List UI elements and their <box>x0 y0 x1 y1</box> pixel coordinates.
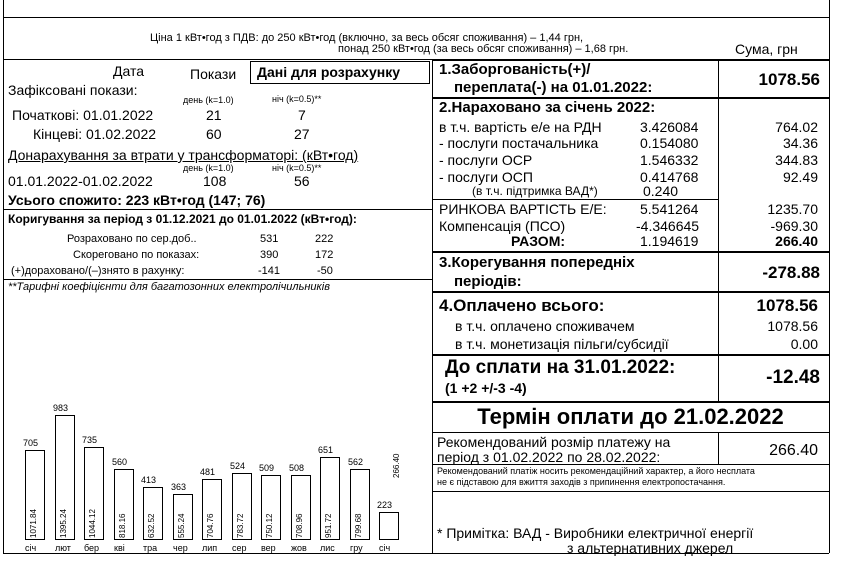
period-night-label: ніч (k=0.5)** <box>272 163 322 173</box>
chart-category-label: січ <box>379 543 391 553</box>
correction-row-2-day: -141 <box>258 265 281 277</box>
chart-bar-amount: 632.52 <box>147 513 156 538</box>
total-consumed: Усього спожито: 223 кВт•год (147; 76) <box>8 192 266 208</box>
s2-label: 2.Нараховано за січень 2022: <box>439 99 656 116</box>
rec-note-1: Рекомендований платіж носить рекомендаційний характер, а його несплата <box>437 466 755 476</box>
chart-bar-amount: 1071.84 <box>29 509 38 538</box>
s2-row-2-value: 344.83 <box>775 152 818 168</box>
rec-note-bottom <box>432 491 829 492</box>
period-night: 56 <box>294 173 310 189</box>
chart-bar-amount: 266.40 <box>392 453 401 478</box>
s4-bottom <box>432 354 829 356</box>
chart-bar-value: 705 <box>23 438 39 448</box>
s2-row-0-value: 764.02 <box>775 119 818 135</box>
chart-bar-value: 560 <box>112 457 128 467</box>
rec-divider <box>718 432 719 464</box>
period-day: 108 <box>203 173 227 189</box>
market-label: РИНКОВА ВАРТІСТЬ Е/Е: <box>439 201 607 217</box>
correction-row-0-day: 531 <box>260 233 279 245</box>
chart-category-label: лип <box>202 543 218 553</box>
chart-category-label: чер <box>173 543 188 553</box>
comp-label: Компенсація (ПСО) <box>439 218 566 234</box>
right-col-sum-divider <box>718 59 719 401</box>
market-value: 1235.70 <box>767 201 818 217</box>
right-col-left-border <box>432 59 433 553</box>
chart-category-label: сер <box>232 543 247 553</box>
chart-bar-amount: 818.16 <box>118 513 127 538</box>
chart-bar-amount: 708.96 <box>295 513 304 538</box>
chart-bar-value: 509 <box>259 463 275 473</box>
due-value: -12.48 <box>766 367 820 388</box>
chart-bar-amount: 555.24 <box>177 513 186 538</box>
vad-label: (в т.ч. підтримка ВАД*) <box>472 184 598 198</box>
vad-rate: 0.240 <box>643 183 679 199</box>
chart-bar-amount: 704.76 <box>206 513 215 538</box>
chart-category-label: вер <box>261 543 276 553</box>
chart-bar-value: 651 <box>318 445 334 455</box>
correction-row-0-label: Розраховано по сер.доб.. <box>67 233 197 245</box>
comp-rate: -4.346645 <box>636 218 700 234</box>
chart-category-label: бер <box>84 543 100 553</box>
s4-label: 4.Оплачено всього: <box>439 296 605 315</box>
s2-row-0-rate: 3.426084 <box>640 119 699 135</box>
chart-category-label: тра <box>143 543 158 553</box>
s3-value: -278.88 <box>762 263 820 282</box>
s4-sub2-label: в т.ч. монетизація пільги/субсидії <box>455 336 669 352</box>
correction-row-0-night: 222 <box>315 233 334 245</box>
correction-row-2-label: (+)дораховано/(–)знято в рахунку: <box>11 265 185 277</box>
rec-label-2: період з 01.02.2022 по 28.02.2022: <box>437 449 661 465</box>
final-night: 27 <box>294 126 310 142</box>
chart-bar-value: 223 <box>377 500 393 510</box>
chart-bar-amount: 750.12 <box>265 513 274 538</box>
s4-sub2-value: 0.00 <box>790 336 818 352</box>
total-rate: 1.194619 <box>640 233 699 249</box>
calc-header: Дані для розрахунку <box>257 64 401 80</box>
chart-category-label: лис <box>320 543 335 553</box>
s2-row-3-label: - послуги ОСП <box>439 169 533 185</box>
date-header: Дата <box>113 63 145 79</box>
s1-value: 1078.56 <box>758 70 820 89</box>
s1-label: 1.Заборгованість(+)/ <box>439 61 591 78</box>
chart-category-label: кві <box>114 543 125 553</box>
chart-bar-value: 562 <box>348 457 364 467</box>
tariff-note: **Тарифні коефіцієнти для багатозонних електролічильників <box>8 281 330 293</box>
chart-category-label: гру <box>350 543 363 553</box>
chart-category-label: січ <box>25 543 37 553</box>
tariff-line-2: понад 250 кВт•год (за весь обсяг споживання) – 1,68 грн. <box>338 43 629 55</box>
correction-title: Коригування за період з 01.12.2021 до 01.01.2022 (кВт•год): <box>8 212 357 226</box>
s2-row-2-label: - послуги ОСР <box>439 152 533 168</box>
chart-bar-amount: 951.72 <box>324 513 333 538</box>
tariff-line-1: Ціна 1 кВт•год з ПДВ: до 250 кВт•год (включно, за весь обсяг споживання) – 1,44 грн, <box>150 32 584 44</box>
s2-row-3-rate: 0.414768 <box>640 169 699 185</box>
s3-label: 3.Корегування попередніх <box>439 254 635 271</box>
rec-label-1: Рекомендований розмір платежу на <box>437 434 671 450</box>
s2-row-0-label: в т.ч. вартість е/е на РДН <box>439 119 602 135</box>
chart-category-label: жов <box>291 543 307 553</box>
recorded-label: Зафіксовані покази: <box>8 82 138 98</box>
s2-row-1-label: - послуги постачальника <box>439 135 599 151</box>
day-coef-label: день (k=1.0) <box>183 95 234 105</box>
chart-bar-value: 363 <box>171 482 187 492</box>
final-label: Кінцеві: 01.02.2022 <box>33 126 157 142</box>
readings-header: Покази <box>190 66 237 82</box>
initial-label: Початкові: 01.01.2022 <box>12 107 154 123</box>
rec-bottom <box>432 464 829 465</box>
chart-bar-value: 983 <box>53 403 69 413</box>
footnote-1: * Примітка: ВАД - Виробники електричної енергії <box>437 525 754 541</box>
s4-sub1-value: 1078.56 <box>767 318 818 334</box>
comp-value: -969.30 <box>770 218 818 234</box>
night-coef-label: ніч (k=0.5)** <box>272 94 322 104</box>
s1-label2: переплата(-) на 01.01.2022: <box>454 79 653 96</box>
consumption-chart <box>0 0 430 560</box>
chart-bar <box>379 512 399 540</box>
due-label: До сплати на 31.01.2022: <box>445 357 676 378</box>
transformer-label: Донарахування за втрати у трансформаторі: (кВт•год) <box>8 147 359 163</box>
chart-bar-value: 508 <box>289 463 305 473</box>
market-divider <box>432 199 718 200</box>
final-day: 60 <box>206 126 222 142</box>
s4-value: 1078.56 <box>756 296 818 315</box>
period-day-label: день (k=1.0) <box>183 163 234 173</box>
chart-category-label: лют <box>55 543 71 553</box>
initial-day: 21 <box>206 107 222 123</box>
sum-header: Сума, грн <box>735 41 798 57</box>
correction-row-1-label: Скореговано по показах: <box>73 249 200 261</box>
chart-bar-amount: 799.68 <box>354 513 363 538</box>
s2-bottom <box>432 251 829 253</box>
total-label: РАЗОМ: <box>511 233 566 249</box>
correction-row-1-day: 390 <box>260 249 279 261</box>
total-value: 266.40 <box>775 233 818 249</box>
s2-row-1-rate: 0.154080 <box>640 135 699 151</box>
correction-row-2-night: -50 <box>317 265 333 277</box>
rec-value: 266.40 <box>769 442 818 459</box>
s3-label2: періодів: <box>454 273 522 290</box>
footnote-2: з альтернативних джерел <box>567 540 734 556</box>
correction-row-1-night: 172 <box>315 249 334 261</box>
period-label: 01.01.2022-01.02.2022 <box>8 173 153 189</box>
chart-bar-value: 524 <box>230 461 246 471</box>
chart-bar-value: 735 <box>82 435 98 445</box>
chart-bar-value: 481 <box>200 467 216 477</box>
deadline: Термін оплати до 21.02.2022 <box>477 404 784 429</box>
s2-row-1-value: 34.36 <box>782 135 818 151</box>
chart-bar-value: 413 <box>141 475 157 485</box>
chart-bar-amount: 1395.24 <box>59 509 68 538</box>
initial-night: 7 <box>298 107 306 123</box>
due-formula: (1 +2 +/-3 -4) <box>445 380 527 396</box>
rec-note-2: не є підставою для вжиття заходів з припинення електропостачання. <box>437 477 726 487</box>
market-rate: 5.541264 <box>640 201 699 217</box>
due-bottom <box>432 401 829 403</box>
frame-right <box>829 0 830 553</box>
chart-bar-amount: 783.72 <box>236 513 245 538</box>
s2-row-3-value: 92.49 <box>782 169 818 185</box>
s4-sub1-label: в т.ч. оплачено споживачем <box>455 318 635 334</box>
deadline-bottom <box>432 432 829 433</box>
chart-bar-amount: 1044.12 <box>88 509 97 538</box>
s2-row-2-rate: 1.546332 <box>640 152 699 168</box>
s3-bottom <box>432 291 829 293</box>
